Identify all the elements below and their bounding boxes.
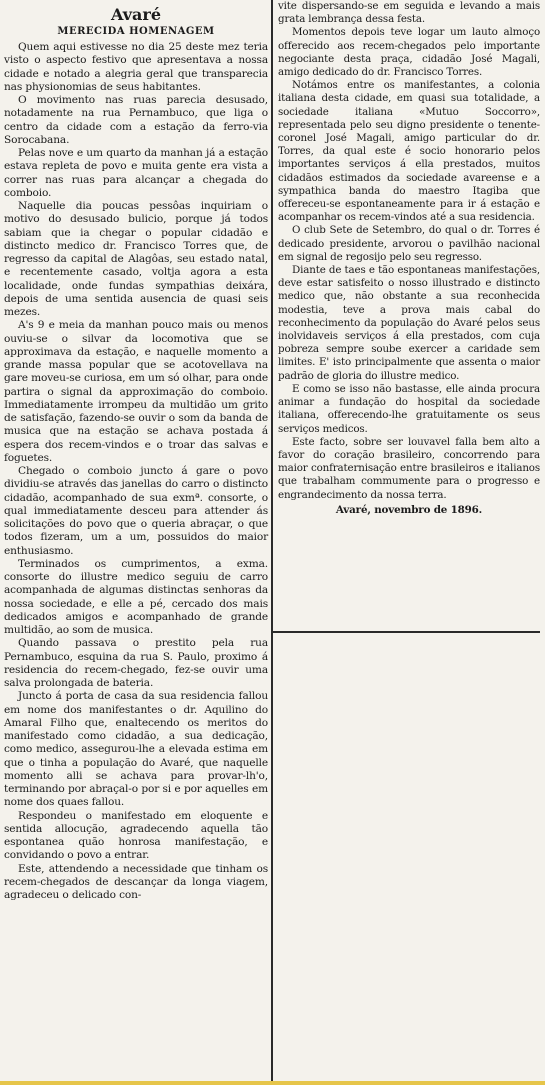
paragraph: Respondeu o manifestado em eloquente e sentida allocução, agradecendo aquella tão espontanea quão honrosa manifestação, e convidando o povo a entrar. xyxy=(4,809,268,862)
column-divider xyxy=(271,0,273,1085)
paragraph: A's 9 e meia da manhan pouco mais ou menos ouviu-se o silvar da locomotiva que se approximava da estação, e naquelle momento a grande massa popular que se acotovellava na gare moveu-se curiosa, em um só olhar, para onde partira o signal da approximação do comboio. Immediatamente irrompeu da multidão um grito de satisfação, fazendo-se ouvir o som da banda de musica que na estação se achava postada á espera dos recem-vindos e o troar das salvas e foguetes. xyxy=(4,319,268,464)
article-end-rule xyxy=(272,631,540,633)
paragraph: O club Sete de Setembro, do qual o dr. Torres é dedicado presidente, arvorou o pavilhão nacional em signal de regosijo pelo seu regresso. xyxy=(278,224,540,263)
paragraph: Juncto á porta de casa da sua residencia fallou em nome dos manifestantes o dr. Aquilino do Amaral Filho que, enaltecendo os meritos do manifestado como cidadão, a sua dedicação, como medico, assegurou-lhe a elevada estima em que o tinha a população do Avaré, que naquelle momento alli se achava para provar-lh'o, terminando por abraçal-o por si e por aquelles em nome dos quaes fallou. xyxy=(4,690,268,809)
paragraph: Este facto, sobre ser louvavel falla bem alto a favor do coração brasileiro, concorrendo para maior confraternisação entre brasileiros e italianos que trabalham commumente para o progresso e engrandecimento da nossa terra. xyxy=(278,435,540,501)
paragraph: Naquelle dia poucas pessôas inquiriam o motivo do desusado bulicio, porque já todos sabiam que ia chegar o popular cidadão e distincto medico dr. Francisco Torres que, de regresso da capital de Alagôas, seu estado natal, e recentemente casado, voltja agora a esta localidade, onde fundas sympathias deixára, depois de uma sentida ausencia de quasi seis mezes. xyxy=(4,200,268,318)
article-title: Avaré xyxy=(110,5,162,24)
paragraph: Momentos depois teve logar um lauto almoço offerecido aos recem-chegados pelo importante negociante desta praça, cidadão José Magali, amigo dedicado do dr. Francisco Torres. xyxy=(278,26,540,79)
right-column xyxy=(278,0,540,517)
article-subtitle: MERECIDA HOMENAGEM xyxy=(57,26,215,37)
paragraph: Notámos entre os manifestantes, a colonia italiana desta cidade, em quasi sua totalidade, a sociedade italiana «Mutuo Soccorro», representada pelo seu digno presidente o tenente-coronel José Magali, amigo particular do dr. Torres, da qual este é socio honorario pelos importantes serviços á ella prestados, muitos cidadãos estimados da sociedade avareense e a sympathica banda do maestro Itagiba que offereceu-se espontaneamente para ir á estação e acompanhar os recem-vindos até a sua residencia. xyxy=(278,79,540,224)
paragraph: Quem aqui estivesse no dia 25 deste mez teria visto o aspecto festivo que apresentava a nossa cidade e notado a alegria geral que transparecia nas physionomias de seus habitantes. xyxy=(4,41,268,93)
paragraph: Pelas nove e um quarto da manhan já a estação estava repleta de povo e muita gente era vista a correr nas ruas para alcançar a chegada do comboio. xyxy=(4,147,268,199)
paragraph: O movimento nas ruas parecia desusado, notadamente na rua Pernambuco, que liga o centro da cidade com a estação da ferro-via Sorocabana. xyxy=(4,94,268,146)
paragraph: E como se isso não bastasse, elle ainda procura animar a fundação do hospital da sociedade italiana, offerecendo-lhe gratuitamente os seus serviços medicos. xyxy=(278,382,540,435)
dateline: Avaré, novembro de 1896. xyxy=(335,503,483,516)
paragraph: Quando passava o prestito pela rua Pernambuco, esquina da rua S. Paulo, proximo á residencia do recem-chegado, fez-se ouvir uma salva prolongada de bateria. xyxy=(4,637,268,689)
paragraph: Diante de taes e tão espontaneas manifestações, deve estar satisfeito o nosso illustrado e distincto medico que, não obstante a sua reconhecida modestia, teve a prova mais cabal do reconhecimento da população do Avaré pelos seus inolvidaveis serviços á ella prestados, com cuja pobreza sempre soube exercer a caridade sem limites. E' isto principalmente que assenta o maior padrão de gloria do illustre medico. xyxy=(278,264,540,382)
left-column xyxy=(4,6,268,902)
paragraph: vite dispersando-se em seguida e levando a mais grata lembrança dessa festa. xyxy=(278,0,540,26)
bottom-edge xyxy=(0,1081,545,1085)
paragraph: Este, attendendo a necessidade que tinham os recem-chegados de descançar da longa viagem, agradeceu o delicado con- xyxy=(4,862,268,901)
paragraph: Chegado o comboio juncto á gare o povo dividiu-se através das janellas do carro o distincto cidadão, acompanhado de sua exmª. consorte, o qual immediatamente desceu para attender ás solicitações do povo que o queria abraçar, o que todos fizeram, um a um, possuidos do maior enthusiasmo. xyxy=(4,465,268,557)
paragraph: Terminados os cumprimentos, a exma. consorte do illustre medico seguiu de carro acompanhada de algumas distinctas senhoras da nossa sociedade, e elle a pé, cercado dos mais dedicados amigos e acompanhado de grande multidão, ao som de musica. xyxy=(4,557,268,636)
